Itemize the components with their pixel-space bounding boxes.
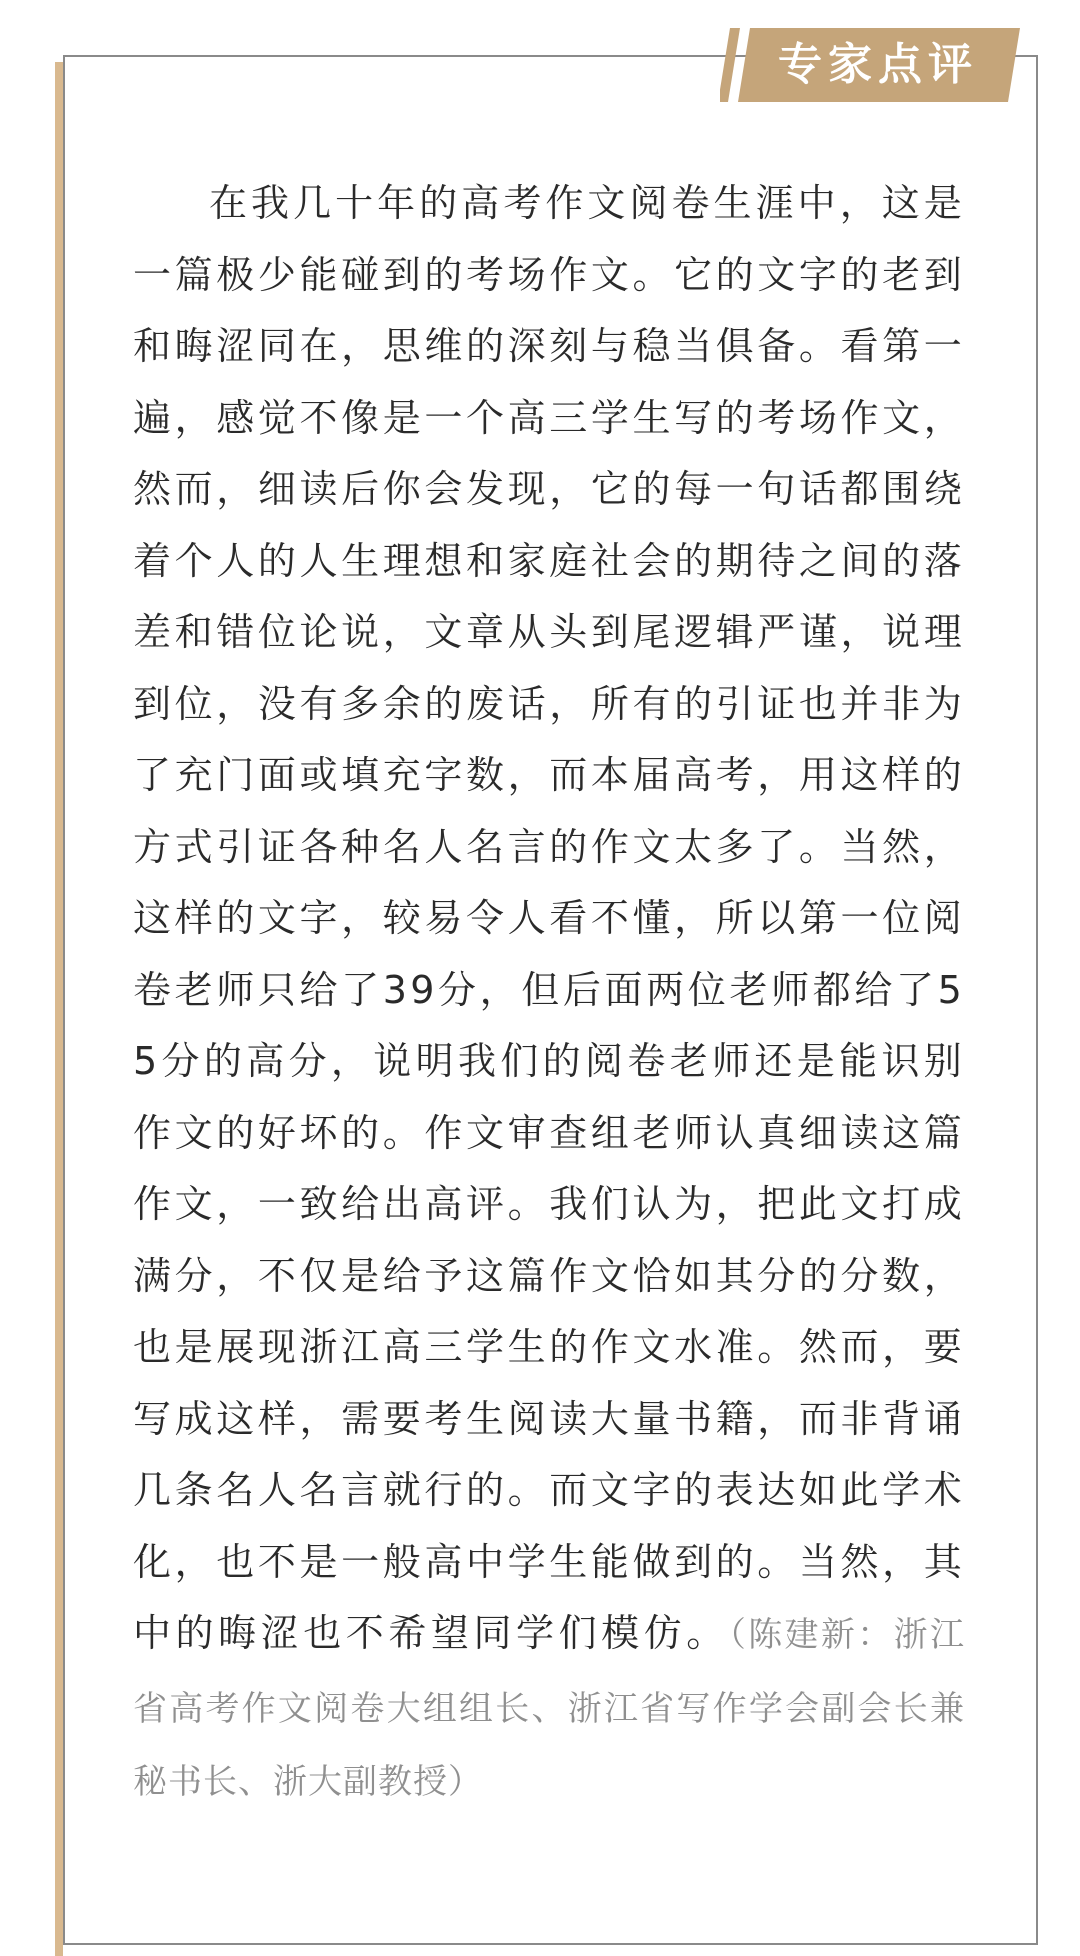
header-badge (720, 28, 1020, 102)
commentary-text (133, 168, 965, 1819)
commentary-attribution: （陈建新：浙江省高考作文阅卷大组组长、浙江省写作学会副会长兼秘书长、浙大副教授） (133, 1615, 965, 1802)
section-title: 专家点评 (778, 39, 978, 90)
commentary-body: 在我几十年的高考作文阅卷生涯中，这是一篇极少能碰到的考场作文。它的文字的老到和晦涩同在，思维的深刻与稳当俱备。看第一遍，感觉不像是一个高三学生写的考场作文，然而，细读后你会发现，它的每一句话都围绕着个人的人生理想和家庭社会的期待之间的落差和错位论说，文章从头到尾逻辑严谨，说理到位，没有多余的废话，所有的引证也并非为了充门面或填充字数，而本届高考，用这样的方式引证各种名人名言的作文太多了。当然，这样的文字，较易令人看不懂，所以第一位阅卷老师只给了39分，但后面两位老师都给了55分的高分，说明我们的阅卷老师还是能识别作文的好坏的。作文审查组老师认真细读这篇作文，一致给出高评。我们认为，把此文打成满分，不仅是给予这篇作文恰如其分的分数，也是展现浙江高三学生的作文水准。然而，要写成这样，需要考生阅读大量书籍，而非背诵几条名人名言就行的。而文字的表达如此学术化，也不是一般高中学生能做到的。当然，其中的晦涩也不希望同学们模仿。 (133, 181, 965, 1655)
frame-accent-bar (55, 62, 63, 1956)
